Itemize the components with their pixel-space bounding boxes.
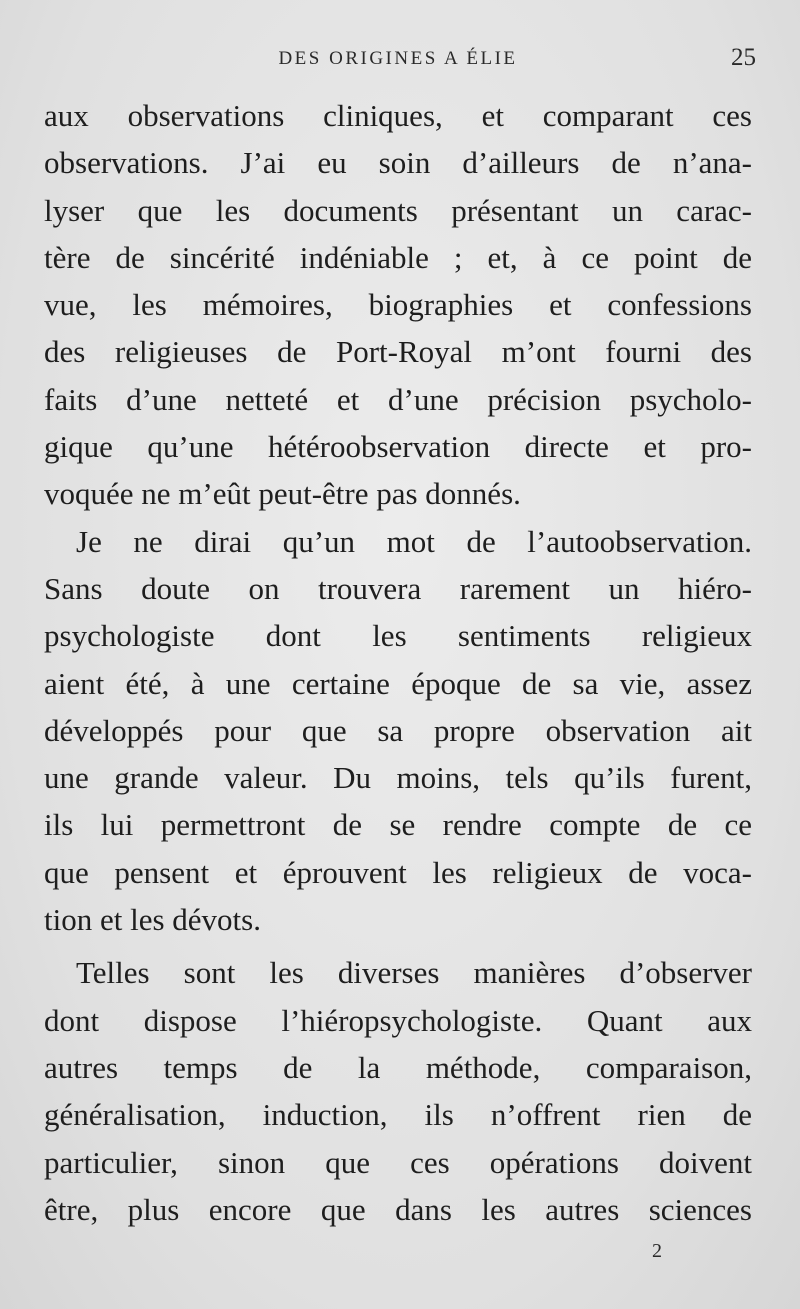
text-line: psychologiste dont les sentiments religieux [44, 618, 752, 654]
text-line: aux observations cliniques, et comparant ces [44, 98, 752, 133]
running-title: DES ORIGINES A ÉLIE [278, 48, 518, 69]
text-line: ils lui permettront de se rendre compte de ce [44, 807, 752, 843]
text-line: généralisation, induction, ils n’offrent rien de [44, 1097, 752, 1133]
text-line: des religieuses de Port-Royal m’ont fourni des [44, 334, 752, 370]
text-line: observations. J’ai eu soin d’ailleurs de n’ana- [44, 145, 752, 181]
text-line: tère de sincérité indéniable ; et, à ce point de [44, 239, 752, 275]
text-line: aient été, à une certaine époque de sa vie, assez [44, 665, 752, 701]
signature-mark: 2 [652, 1240, 662, 1262]
page-number: 25 [731, 44, 756, 71]
text-line: gique qu’une hétéroobservation directe et pro- [44, 429, 752, 465]
text-line: dont dispose l’hiéropsychologiste. Quant aux [44, 1002, 752, 1038]
text-line: particulier, sinon que ces opérations doivent [44, 1144, 752, 1180]
text-line: tion et les dévots. [44, 902, 261, 938]
text-line: Sans doute on trouvera rarement un hiéro- [44, 570, 752, 606]
text-line: développés pour que sa propre observation ait [44, 712, 752, 748]
text-line: être, plus encore que dans les autres sciences [44, 1191, 752, 1227]
text-line: autres temps de la méthode, comparaison, [44, 1049, 752, 1085]
text-line: lyser que les documents présentant un carac- [44, 192, 752, 228]
text-line: vue, les mémoires, biographies et confessions [44, 287, 752, 323]
text-line: une grande valeur. Du moins, tels qu’ils furent, [44, 760, 752, 796]
text-line: voquée ne m’eût peut-être pas donnés. [44, 476, 521, 512]
text-line: Telles sont les diverses manières d’observer [76, 955, 752, 991]
text-line: que pensent et éprouvent les religieux de voca- [44, 854, 752, 890]
text-line: faits d’une netteté et d’une précision psycholo- [44, 381, 752, 417]
running-head [40, 44, 756, 76]
body-text [44, 92, 752, 1233]
text-line: Je ne dirai qu’un mot de l’autoobservation. [76, 523, 752, 559]
